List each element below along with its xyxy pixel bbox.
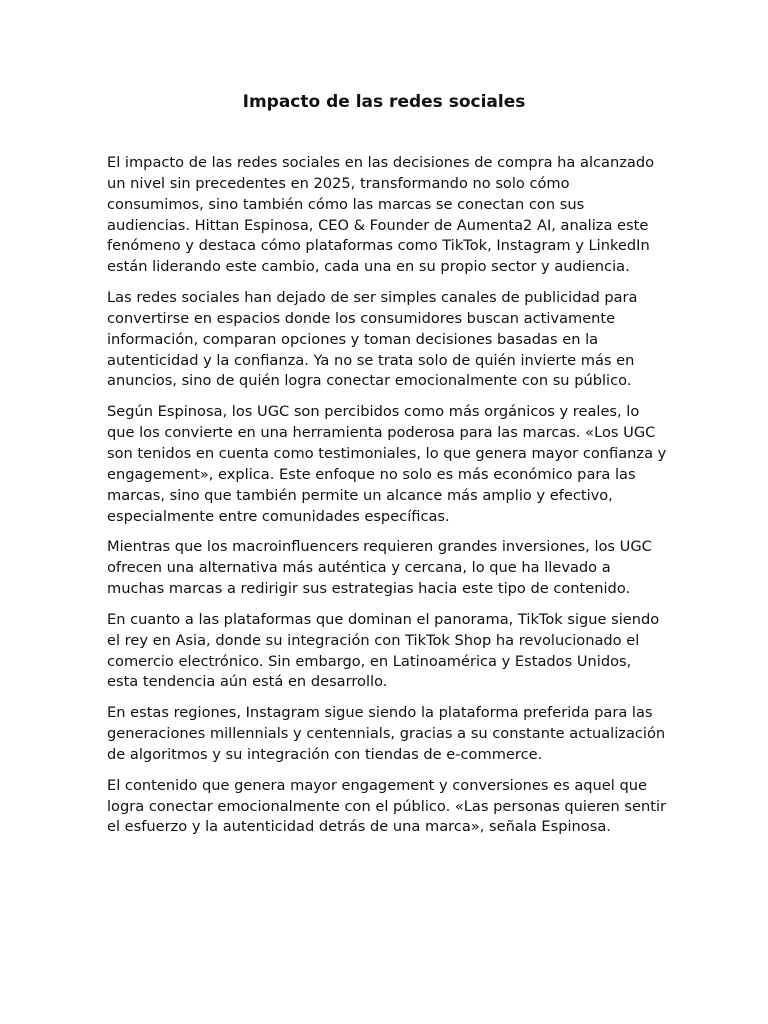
paragraph-6: En estas regiones, Instagram sigue siendo la plataforma preferida para las generaciones millennials y centennials, gracias a su constante actualización de algoritmos y su integración con tiendas de e-commerce. <box>107 704 666 763</box>
paragraph-7: El contenido que genera mayor engagement y conversiones es aquel que logra conectar emocionalmente con el público. «Las personas quieren sentir el esfuerzo y la autenticidad detrás de una marca», señala Espinosa. <box>107 776 667 836</box>
paragraph-4: Mientras que los macroinfluencers requieren grandes inversiones, los UGC ofrecen una alternativa más auténtica y cercana, lo que ha llevado a muchas marcas a redirigir sus estrategias hacia este tipo de contenido. <box>107 538 652 598</box>
document-body <box>107 153 667 848</box>
paragraph-5: En cuanto a las plataformas que dominan el panorama, TikTok sigue siendo el rey en Asia, donde su integración con TikTok Shop ha revolucionado el comercio electrónico. Sin embargo, en Latinoamérica y Estados Unidos, esta tendencia aún está en desarrollo. <box>107 610 660 691</box>
paragraph-3: Según Espinosa, los UGC son percibidos como más orgánicos y reales, lo que los convierte en una herramienta poderosa para las marcas. «Los UGC son tenidos en cuenta como testimoniales, lo que genera mayor confianza y engagement», explica. Este enfoque no solo es más económico para las marcas, sino que también permite un alcance más amplio y efectivo, especialmente entre comunidades específicas. <box>107 403 667 525</box>
paragraph-1: El impacto de las redes sociales en las decisiones de compra ha alcanzado un nivel sin precedentes en 2025, transformando no solo cómo consumimos, sino también cómo las marcas se conectan con sus audiencias. Hittan Espinosa, CEO & Founder de Aumenta2 AI, analiza este fenómeno y destaca cómo plataformas como TikTok, Instagram y LinkedIn están liderando este cambio, cada una en su propio sector y audiencia. <box>107 154 655 276</box>
paragraph-2: Las redes sociales han dejado de ser simples canales de publicidad para convertirse en espacios donde los consumidores buscan activamente información, comparan opciones y toman decisiones basadas en la autenticidad y la confianza. Ya no se trata solo de quién invierte más en anuncios, sino de quién logra conectar emocionalmente con su público. <box>107 289 638 390</box>
document-title: Impacto de las redes sociales <box>242 92 526 112</box>
